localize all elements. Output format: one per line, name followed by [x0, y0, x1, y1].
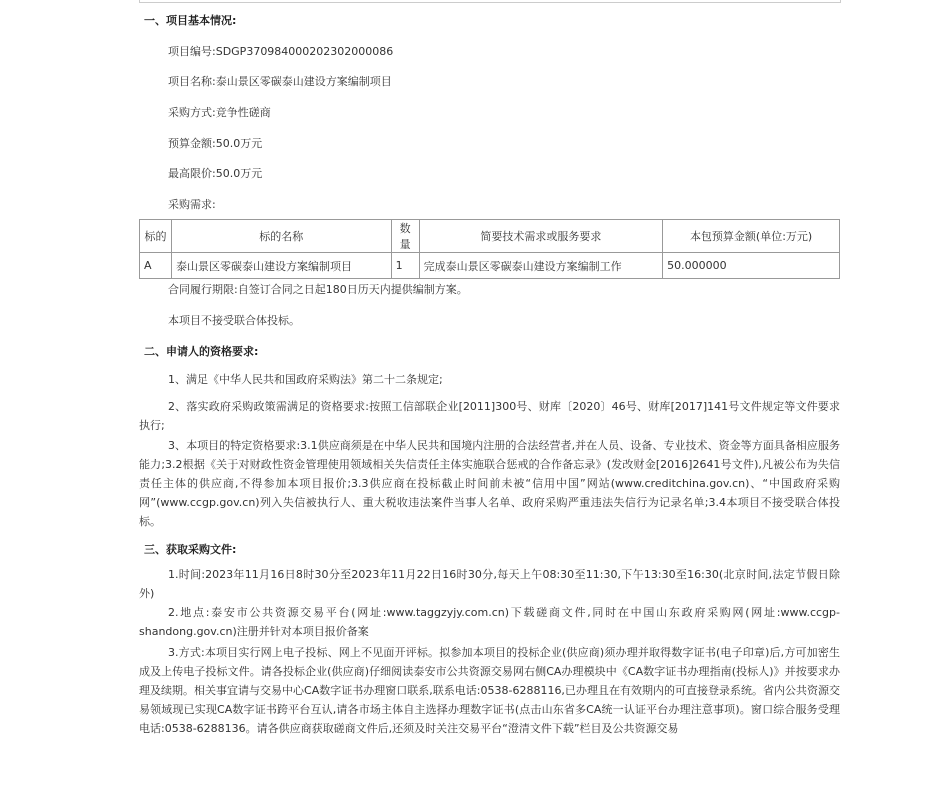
table-header-row: [140, 220, 840, 253]
max-price: 最高限价:50.0万元: [168, 167, 263, 180]
budget-amount: 预算金额:50.0万元: [168, 137, 263, 150]
project-name: 项目名称:泰山景区零碳泰山建设方案编制项目: [168, 75, 392, 88]
table-cell: 泰山景区零碳泰山建设方案编制项目: [171, 253, 391, 279]
table-cell: A: [140, 253, 172, 279]
consortium-note: 本项目不接受联合体投标。: [168, 314, 300, 327]
top-border: [139, 0, 841, 3]
contract-term: 合同履行期限:自签订合同之日起180日历天内提供编制方案。: [168, 283, 468, 296]
project-number: 项目编号:SDGP370984000202302000086: [168, 45, 394, 58]
qualification-2: 2、落实政府采购政策需满足的资格要求:按照工信部联企业[2011]300号、财库〔2020〕46号、财库[2017]141号文件规定等文件要求执行;: [139, 400, 840, 432]
obtain-time: 1.时间:2023年11月16日8时30分至2023年11月22日16时30分,每天上午08:30至11:30,下午13:30至16:30(北京时间,法定节假日除外): [139, 568, 840, 600]
obtain-location: 2.地点:泰安市公共资源交易平台(网址:www.taggzyjy.com.cn)下载磋商文件,同时在中国山东政府采购网(网址:www.ccgp-shandong.gov.cn)注册并针对本项目报价备案: [139, 606, 840, 638]
table-header: 本包预算金额(单位:万元): [663, 220, 840, 253]
table-cell: 1: [391, 253, 419, 279]
table-cell: 50.000000: [663, 253, 840, 279]
section2-heading: 二、申请人的资格要求:: [144, 345, 259, 358]
table-row: [140, 253, 840, 279]
section1-heading: 一、项目基本情况:: [144, 14, 237, 27]
table-cell: 完成泰山景区零碳泰山建设方案编制工作: [419, 253, 663, 279]
table-header: 标的名称: [171, 220, 391, 253]
procurement-method: 采购方式:竞争性磋商: [168, 106, 271, 119]
demand-table: [139, 219, 840, 279]
procurement-demand: 采购需求:: [168, 198, 216, 211]
section3-heading: 三、获取采购文件:: [144, 543, 237, 556]
obtain-method: 3.方式:本项目实行网上电子投标、网上不见面开评标。拟参加本项目的投标企业(供应商)须办理并取得数字证书(电子印章)后,方可加密生成及上传电子投标文件。请各投标企业(供应商)仔细阅读泰安市公共资源交易网右侧CA办理模块中《CA数字证书办理指南(投标人)》并按要求办理及续期。相关事宜请与交易中心CA数字证书办理窗口联系,联系电话:0538-6288116,已办理且在有效期内的可直接登录系统。省内公共资源交易领域现已实现CA数字证书跨平台互认,请各市场主体自主选择办理数字证书(点击山东省多CA统一认证平台办理注意事项)。窗口综合服务受理电话:0538-6288136。请各供应商获取磋商文件后,还须及时关注交易平台“澄清文件下载”栏目及公共资源交易: [139, 646, 840, 735]
qualification-3: 3、本项目的特定资格要求:3.1供应商须是在中华人民共和国境内注册的合法经营者,并在人员、设备、专业技术、资金等方面具备相应服务能力;3.2根据《关于对财政性资金管理使用领域相关失信责任主体实施联合惩戒的合作备忘录》(发改财金[2016]2641号文件),凡被公布为失信责任主体的供应商,不得参加本项目报价;3.3供应商在投标截止时间前未被“信用中国”网站(www.creditchina.gov.cn)、“中国政府采购网”(www.ccgp.gov.cn)列入失信被执行人、重大税收违法案件当事人名单、政府采购严重违法失信行为记录名单;3.4本项目不接受联合体投标。: [139, 439, 840, 528]
table-header: 数量: [391, 220, 419, 253]
table-header: 标的: [140, 220, 172, 253]
table-header: 简要技术需求或服务要求: [419, 220, 663, 253]
qualification-1: 1、满足《中华人民共和国政府采购法》第二十二条规定;: [168, 373, 443, 386]
